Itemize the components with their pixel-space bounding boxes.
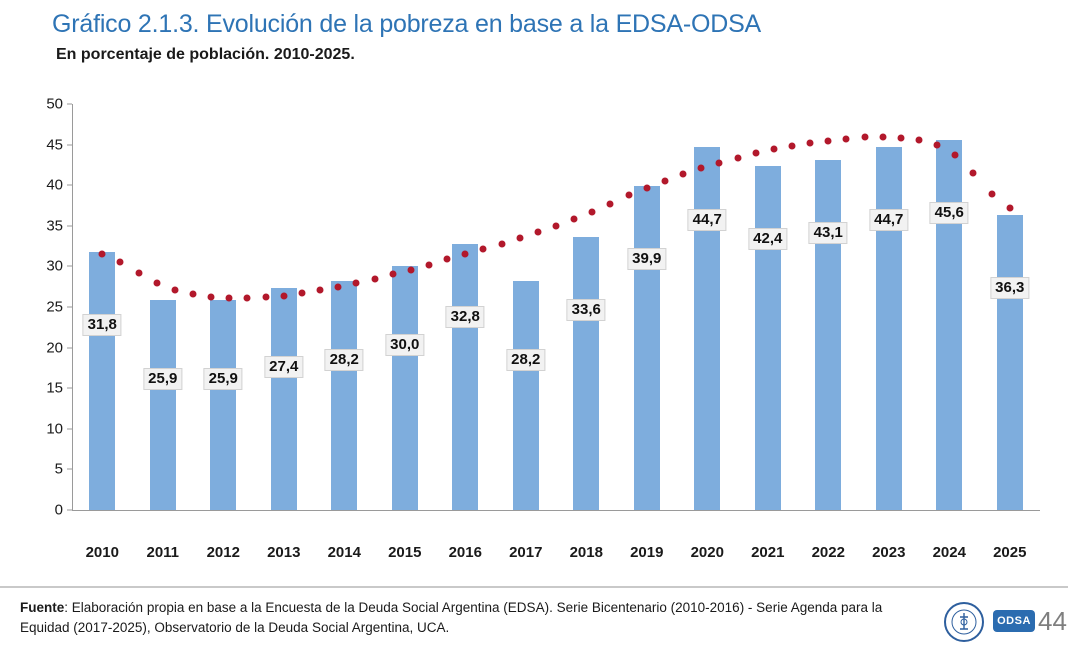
- y-axis-tick-label: 25: [46, 298, 63, 316]
- bar: [513, 281, 539, 510]
- trend-line-dot: [571, 216, 578, 223]
- x-axis-tick-label: 2019: [630, 544, 664, 561]
- trend-line-dot: [643, 184, 650, 191]
- footer-divider: [0, 586, 1068, 588]
- source-text: : Elaboración propia en base a la Encuesta de la Deuda Social Argentina (EDSA). Serie Bicentenario (2010-2016) - Serie Agenda para la Equidad (2017-2025), Observatorio de la Deuda Social Argentina, UCA.: [20, 600, 883, 635]
- y-axis-tick-label: 50: [46, 95, 63, 113]
- bar: [150, 300, 176, 510]
- trend-line-dot: [335, 284, 342, 291]
- trend-line-dot: [988, 190, 995, 197]
- trend-line-dot: [734, 154, 741, 161]
- x-axis-tick-label: 2012: [206, 544, 240, 561]
- trend-line-dot: [589, 208, 596, 215]
- trend-line-dot: [698, 165, 705, 172]
- x-axis-tick-label: 2013: [267, 544, 301, 561]
- trend-line-dot: [607, 200, 614, 207]
- bar-value-label: 25,9: [204, 368, 243, 390]
- bar: [936, 140, 962, 510]
- trend-line-dot: [716, 159, 723, 166]
- y-axis-tick-label: 0: [54, 501, 63, 519]
- y-axis-tick-mark: [67, 469, 72, 470]
- trend-line-dot: [625, 192, 632, 199]
- trend-line-dot: [99, 251, 106, 258]
- bar-value-label: 39,9: [627, 248, 666, 270]
- trend-line-dot: [879, 133, 886, 140]
- bar: [331, 281, 357, 510]
- x-axis-tick-label: 2020: [690, 544, 724, 561]
- y-axis-tick-label: 30: [46, 257, 63, 275]
- bar-value-label: 28,2: [325, 349, 364, 371]
- trend-line-dot: [480, 246, 487, 253]
- trend-line-dot: [153, 280, 160, 287]
- trend-line-dot: [861, 134, 868, 141]
- trend-line-dot: [752, 149, 759, 156]
- bar-value-label: 27,4: [264, 356, 303, 378]
- bar-value-label: 25,9: [143, 368, 182, 390]
- trend-line-dot: [262, 294, 269, 301]
- y-axis-tick-mark: [67, 347, 72, 348]
- x-axis-line: [72, 510, 1040, 511]
- bar: [452, 244, 478, 510]
- trend-line-dot: [425, 261, 432, 268]
- trend-line-dot: [298, 290, 305, 297]
- bar-value-label: 43,1: [809, 222, 848, 244]
- x-axis-tick-label: 2023: [872, 544, 906, 561]
- y-axis-tick-mark: [67, 225, 72, 226]
- y-axis-tick-label: 40: [46, 176, 63, 194]
- trend-line-dot: [208, 293, 215, 300]
- x-axis-tick-label: 2022: [811, 544, 845, 561]
- page-number: 44: [1038, 606, 1067, 636]
- bar-value-label: 44,7: [869, 209, 908, 231]
- odsa-logo: ODSA: [993, 610, 1035, 632]
- trend-line-dot: [280, 292, 287, 299]
- trend-line-dot: [952, 152, 959, 159]
- trend-line-dot: [135, 270, 142, 277]
- trend-line-dot: [190, 291, 197, 298]
- x-axis-tick-label: 2015: [388, 544, 422, 561]
- x-axis-tick-label: 2011: [146, 544, 180, 561]
- trend-line-dot: [534, 229, 541, 236]
- bar: [997, 215, 1023, 510]
- trend-line-dot: [680, 171, 687, 178]
- x-axis-tick-label: 2021: [751, 544, 785, 561]
- bar: [210, 300, 236, 510]
- page-subtitle: En porcentaje de población. 2010-2025.: [56, 46, 355, 63]
- trend-line-dot: [171, 286, 178, 293]
- plot-area: [46, 95, 1040, 561]
- chart-container: [0, 80, 1068, 570]
- bar-value-label: 44,7: [688, 209, 727, 231]
- x-axis-tick-label: 2016: [448, 544, 482, 561]
- y-axis-tick-label: 35: [46, 217, 63, 235]
- trend-line-dot: [897, 135, 904, 142]
- trend-line-dot: [770, 146, 777, 153]
- uca-logo-icon: [944, 602, 984, 642]
- bar-value-label: 36,3: [990, 277, 1029, 299]
- bar: [815, 160, 841, 510]
- trend-line-dot: [970, 170, 977, 177]
- x-axis-tick-label: 2017: [509, 544, 543, 561]
- source-note: [20, 598, 920, 637]
- trend-line-dot: [353, 280, 360, 287]
- trend-line-dot: [825, 138, 832, 145]
- page-title: Gráfico 2.1.3. Evolución de la pobreza en base a la EDSA-ODSA: [52, 10, 762, 38]
- trend-line-dot: [934, 142, 941, 149]
- x-axis-tick-label: 2018: [569, 544, 603, 561]
- trend-line-dot: [807, 140, 814, 147]
- bar: [392, 266, 418, 510]
- bar-value-label: 33,6: [567, 299, 606, 321]
- trend-line-dot: [1006, 204, 1013, 211]
- y-axis-tick-label: 5: [54, 460, 63, 478]
- y-axis-tick-mark: [67, 266, 72, 267]
- trend-line-dot: [462, 251, 469, 258]
- trend-line-dot: [117, 259, 124, 266]
- trend-line-dot: [444, 256, 451, 263]
- y-axis-tick-label: 20: [46, 339, 63, 357]
- trend-line-dot: [661, 177, 668, 184]
- bar-value-label: 45,6: [930, 202, 969, 224]
- trend-line-dot: [843, 136, 850, 143]
- trend-line-dot: [244, 295, 251, 302]
- x-axis-tick-label: 2010: [85, 544, 119, 561]
- bar: [694, 147, 720, 510]
- bar-value-label: 32,8: [446, 306, 485, 328]
- trend-line-dot: [498, 240, 505, 247]
- trend-line-dot: [371, 276, 378, 283]
- trend-line-dot: [553, 222, 560, 229]
- y-axis-tick-mark: [67, 307, 72, 308]
- y-axis-tick-label: 45: [46, 136, 63, 154]
- bar: [755, 166, 781, 510]
- trend-line-dot: [916, 137, 923, 144]
- y-axis-tick-mark: [67, 510, 72, 511]
- bar-value-label: 31,8: [83, 314, 122, 336]
- x-axis-tick-label: 2014: [327, 544, 361, 561]
- y-axis-tick-mark: [67, 144, 72, 145]
- x-axis-tick-label: 2025: [993, 544, 1027, 561]
- y-axis-tick-label: 15: [46, 379, 63, 397]
- y-axis-tick-mark: [67, 185, 72, 186]
- bar: [573, 237, 599, 510]
- trend-line-dot: [516, 235, 523, 242]
- bar-value-label: 30,0: [385, 334, 424, 356]
- x-axis-tick-label: 2024: [932, 544, 966, 561]
- bar-value-label: 42,4: [748, 228, 787, 250]
- trend-line-dot: [226, 295, 233, 302]
- y-axis-tick-mark: [67, 104, 72, 105]
- bar-value-label: 28,2: [506, 349, 545, 371]
- trend-line-dot: [407, 266, 414, 273]
- y-axis-tick-mark: [67, 428, 72, 429]
- y-axis-tick-mark: [67, 388, 72, 389]
- bar: [634, 186, 660, 510]
- trend-line-dot: [788, 142, 795, 149]
- source-label: Fuente: [20, 600, 65, 615]
- bar: [89, 252, 115, 510]
- bar: [271, 288, 297, 510]
- trend-line-dot: [389, 271, 396, 278]
- y-axis-tick-label: 10: [46, 420, 63, 438]
- trend-line-dot: [317, 287, 324, 294]
- bar: [876, 147, 902, 510]
